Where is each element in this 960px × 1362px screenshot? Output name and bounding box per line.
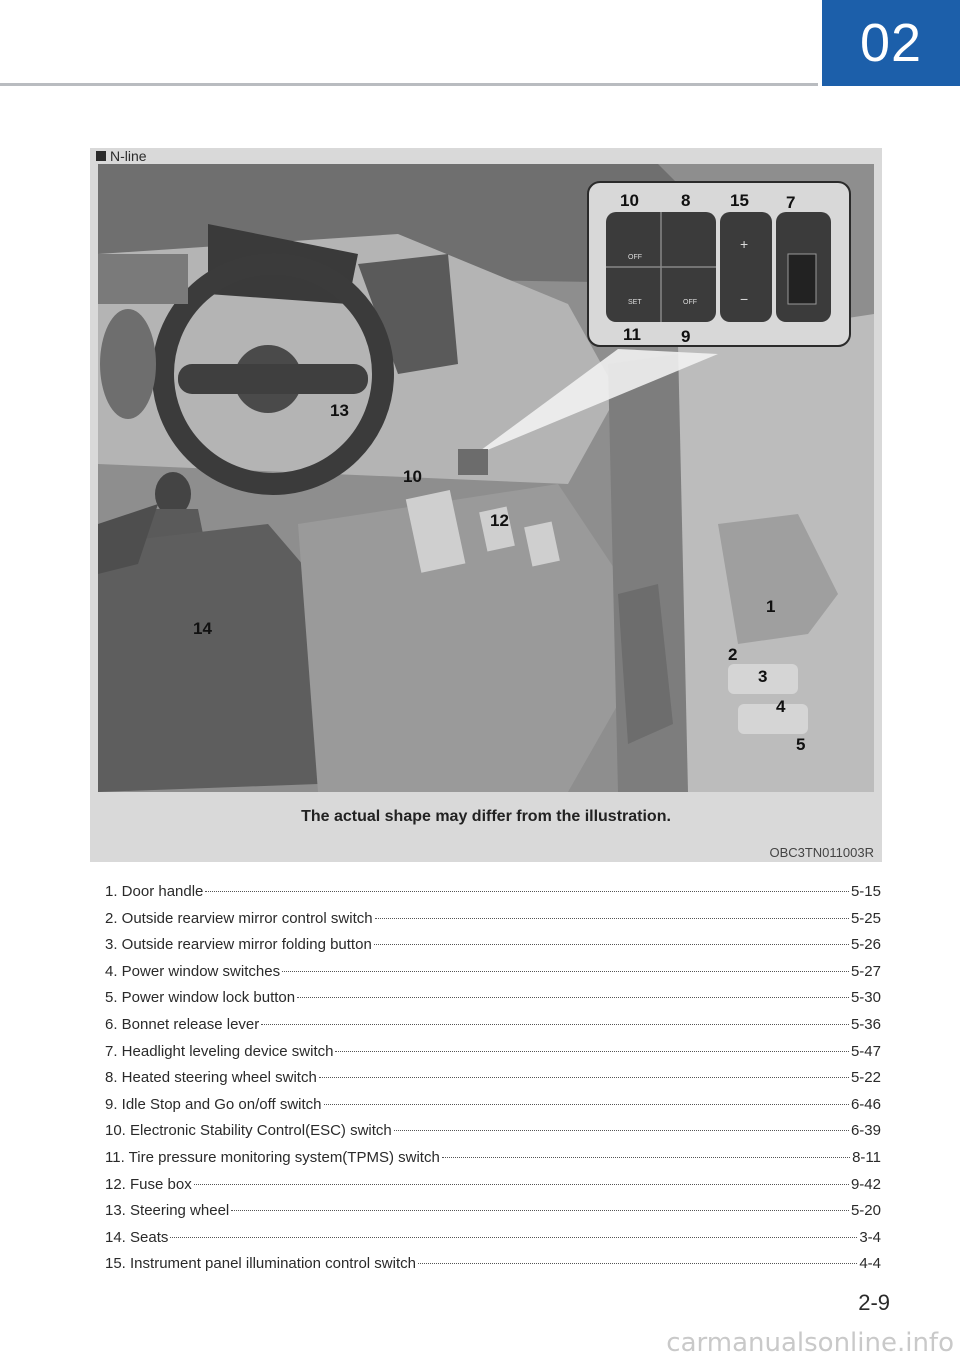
car-interior-drawing	[98, 164, 874, 792]
index-item-page: 4-4	[859, 1255, 881, 1273]
index-item-label: 9. Idle Stop and Go on/off switch	[105, 1095, 322, 1113]
index-item-label: 12. Fuse box	[105, 1175, 192, 1193]
index-item-label: 3. Outside rearview mirror folding button	[105, 936, 372, 954]
callout-5: 5	[796, 735, 806, 754]
callout-8: 8	[681, 191, 691, 210]
index-item	[105, 883, 881, 910]
leader-dots	[297, 997, 849, 998]
index-item-page: 5-15	[850, 883, 881, 900]
chapter-tab	[822, 0, 960, 86]
isg-off-label: OFF	[683, 299, 697, 306]
index-item-page: 8-11	[852, 1148, 881, 1166]
car-interior-illustration	[98, 164, 874, 792]
index-item	[105, 1096, 881, 1123]
tpms-set-label: SET	[628, 299, 642, 306]
index-item	[105, 963, 881, 990]
watermark: carmanualsonline.info	[666, 1328, 954, 1358]
index-item-label: 5. Power window lock button	[105, 989, 296, 1007]
leader-dots	[442, 1157, 850, 1158]
leader-dots	[418, 1263, 857, 1264]
square-bullet-icon	[96, 151, 106, 161]
callout-13: 13	[330, 401, 349, 420]
callout-1: 1	[766, 597, 776, 616]
leader-dots	[335, 1051, 849, 1052]
index-item-label: 2. Outside rearview mirror control switch	[105, 909, 373, 927]
index-item	[105, 1202, 881, 1229]
index-item-page: 5-47	[850, 1042, 881, 1060]
callout-3: 3	[758, 667, 768, 686]
index-item	[105, 1016, 881, 1043]
variant-label-text: N-line	[110, 148, 147, 164]
figure-code: OBC3TN011003R	[769, 845, 874, 860]
index-item	[105, 1043, 881, 1070]
index-item	[105, 1176, 881, 1203]
page-number: 2-9	[858, 1290, 890, 1315]
index-item	[105, 1255, 881, 1282]
leader-dots	[194, 1184, 849, 1185]
index-item-label: 15. Instrument panel illumination control switch	[105, 1255, 416, 1273]
component-index	[105, 883, 881, 1282]
index-item	[105, 910, 881, 937]
variant-label	[96, 148, 147, 164]
index-item	[105, 936, 881, 963]
index-item-page: 5-25	[850, 909, 881, 927]
leader-dots	[374, 944, 849, 945]
leader-dots	[282, 971, 849, 972]
index-item-label: 13. Steering wheel	[105, 1202, 230, 1220]
leader-dots	[324, 1104, 849, 1105]
leader-dots	[261, 1024, 849, 1025]
index-item-page: 5-26	[850, 936, 881, 954]
chapter-number: 02	[859, 13, 923, 73]
callout-10: 10	[403, 467, 422, 486]
callout-12: 12	[490, 511, 509, 530]
esc-off-label: OFF	[628, 254, 642, 261]
leader-dots	[170, 1237, 857, 1238]
index-item	[105, 1122, 881, 1149]
illum-minus-label: −	[740, 291, 749, 307]
callout-2: 2	[728, 645, 738, 664]
callout-4: 4	[776, 697, 786, 716]
index-item	[105, 989, 881, 1016]
index-item-label: 7. Headlight leveling device switch	[105, 1042, 334, 1060]
index-item-page: 6-39	[850, 1122, 881, 1140]
callout-14: 14	[193, 619, 212, 638]
index-item-label: 8. Heated steering wheel switch	[105, 1069, 317, 1087]
index-item-page: 6-46	[850, 1095, 881, 1113]
index-item-label: 14. Seats	[105, 1228, 169, 1246]
index-item-label: 10. Electronic Stability Control(ESC) switch	[105, 1122, 392, 1140]
header-rule	[0, 83, 818, 86]
index-item-page: 5-36	[850, 1015, 881, 1033]
figure-panel	[90, 148, 882, 862]
callout-7: 7	[786, 193, 796, 212]
callout-10-inset: 10	[620, 191, 639, 210]
illum-plus-label: +	[740, 236, 749, 252]
callout-9: 9	[681, 327, 691, 346]
index-item	[105, 1069, 881, 1096]
index-item-label: 6. Bonnet release lever	[105, 1015, 260, 1033]
index-item-page: 9-42	[850, 1175, 881, 1193]
index-item-page: 5-30	[850, 989, 881, 1007]
leader-dots	[375, 918, 849, 919]
leader-dots	[205, 891, 849, 892]
index-item-page: 5-22	[850, 1069, 881, 1087]
index-item-page: 5-20	[850, 1202, 881, 1220]
leader-dots	[231, 1210, 849, 1211]
leader-dots	[319, 1077, 849, 1078]
figure-caption: The actual shape may differ from the illustration.	[301, 808, 671, 825]
callout-11: 11	[623, 325, 641, 344]
leader-dots	[394, 1130, 849, 1131]
index-item-page: 5-27	[850, 962, 881, 980]
index-item-label: 11. Tire pressure monitoring system(TPMS) switch	[105, 1148, 440, 1166]
index-item	[105, 1229, 881, 1256]
index-item-label: 1. Door handle	[105, 883, 204, 900]
callout-15: 15	[730, 191, 749, 210]
index-item	[105, 1149, 881, 1176]
index-item-page: 3-4	[859, 1228, 881, 1246]
index-item-label: 4. Power window switches	[105, 962, 281, 980]
